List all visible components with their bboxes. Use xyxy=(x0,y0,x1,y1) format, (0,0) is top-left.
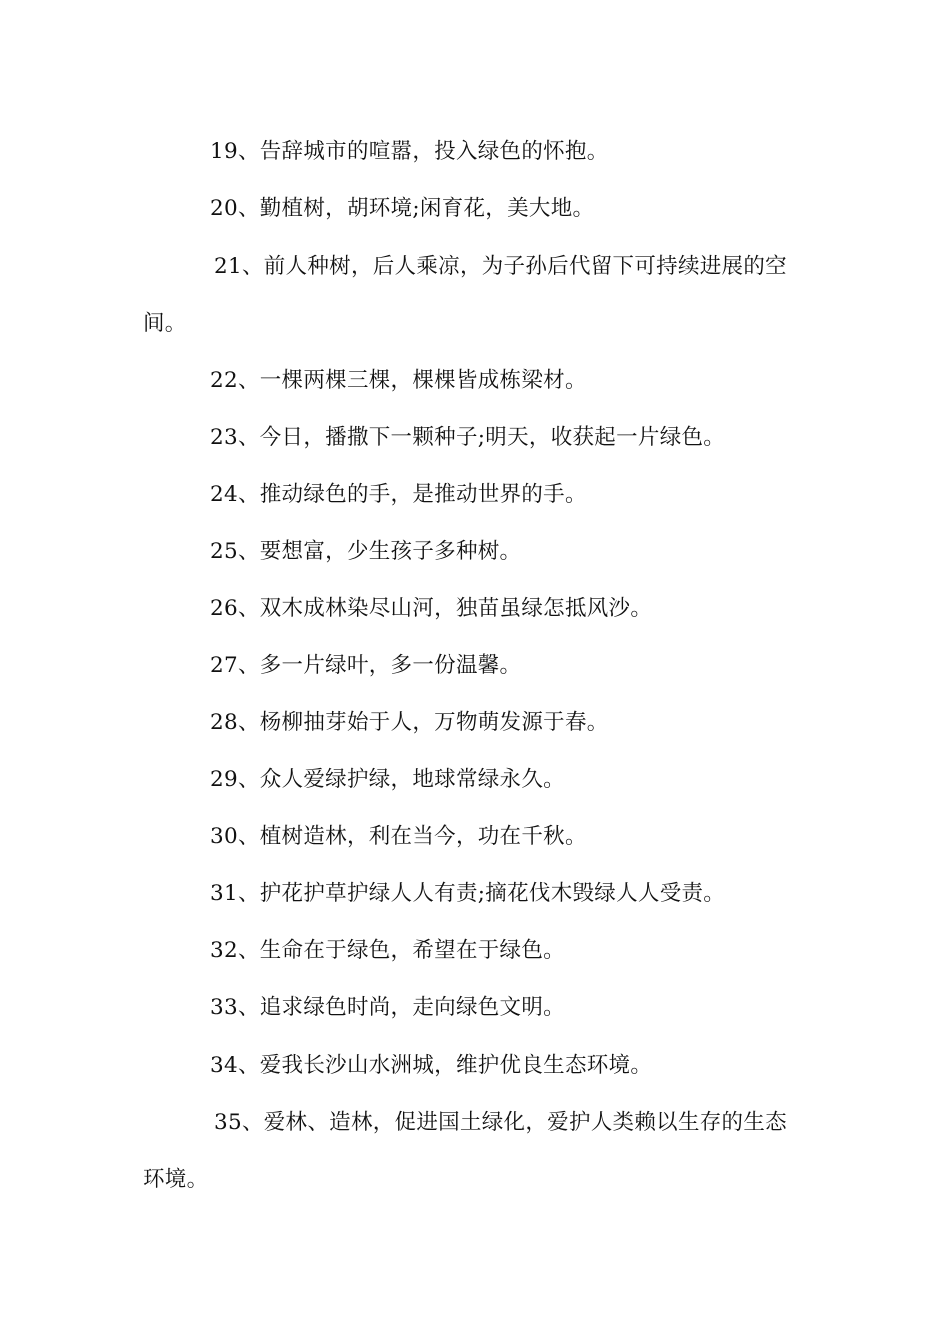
slogan-28: 28、杨柳抽芽始于人，万物萌发源于春。 xyxy=(210,710,609,735)
slogan-21: 21、前人种树，后人乘凉，为子孙后代留下可持续进展的空 xyxy=(214,254,787,279)
slogan-34: 34、爱我长沙山水洲城，维护优良生态环境。 xyxy=(210,1053,653,1078)
slogan-30: 30、植树造林，利在当今，功在千秋。 xyxy=(210,824,587,849)
slogan-21-continuation: 间。 xyxy=(143,311,187,336)
slogan-24: 24、推动绿色的手，是推动世界的手。 xyxy=(210,482,587,507)
slogan-35-continuation: 环境。 xyxy=(143,1167,209,1192)
slogan-25: 25、要想富，少生孩子多种树。 xyxy=(210,539,522,564)
slogan-27: 27、多一片绿叶，多一份温馨。 xyxy=(210,653,522,678)
slogan-31: 31、护花护草护绿人人有责;摘花伐木毁绿人人受责。 xyxy=(210,881,726,906)
slogan-33: 33、追求绿色时尚，走向绿色文明。 xyxy=(210,995,565,1020)
slogan-22: 22、一棵两棵三棵，棵棵皆成栋梁材。 xyxy=(210,368,587,393)
slogan-26: 26、双木成林染尽山河，独苗虽绿怎抵风沙。 xyxy=(210,596,653,621)
slogan-23: 23、今日，播撒下一颗种子;明天，收获起一片绿色。 xyxy=(210,425,726,450)
slogan-19: 19、告辞城市的喧嚣，投入绿色的怀抱。 xyxy=(210,139,609,164)
slogan-20: 20、勤植树，胡环境;闲育花，美大地。 xyxy=(210,196,595,221)
slogan-35: 35、爱林、造林，促进国土绿化，爱护人类赖以生存的生态 xyxy=(214,1110,787,1135)
slogan-29: 29、众人爱绿护绿，地球常绿永久。 xyxy=(210,767,565,792)
slogan-32: 32、生命在于绿色，希望在于绿色。 xyxy=(210,938,565,963)
